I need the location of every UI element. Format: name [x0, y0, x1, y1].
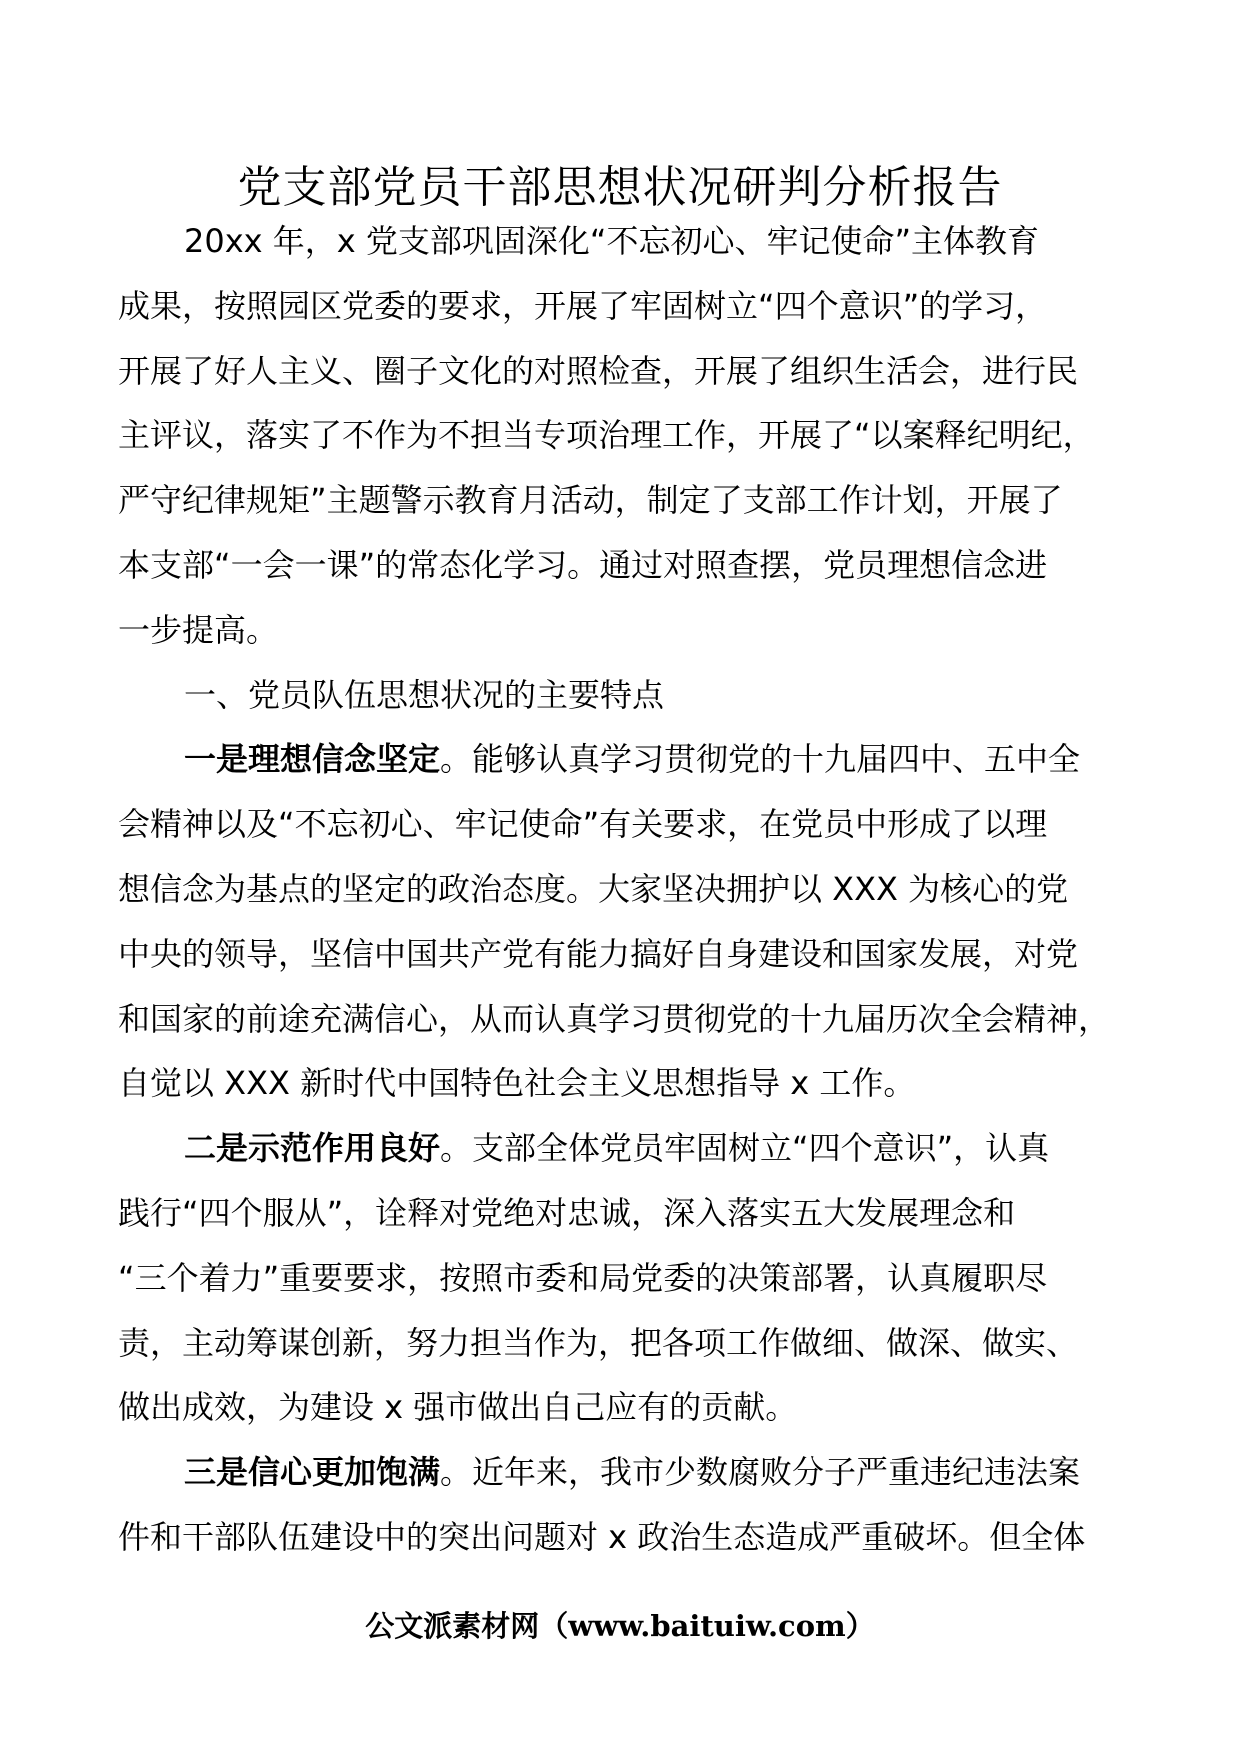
point-1-text: 。能够认真学习贯彻党的十九届四中、五中全 [440, 740, 1081, 779]
point-1-first-line [118, 727, 1118, 792]
document-body [118, 209, 1118, 1570]
intro-line: 严守纪律规矩”主题警示教育月活动，制定了支部工作计划，开展了 [118, 481, 1063, 520]
intro-line: 本支部“一会一课”的常态化学习。通过对照查摆，党员理想信念进 [118, 545, 1048, 584]
point-1-lead: 一是理想信念坚定 [184, 740, 441, 779]
document-title: 党支部党员干部思想状况研判分析报告 [237, 162, 1003, 213]
point-2-text: 。支部全体党员牢固树立“四个意识”，认真 [440, 1129, 1050, 1168]
point-2-line: 做出成效，为建设 x 强市做出自己应有的贡献。 [118, 1388, 798, 1427]
point-2-line: 责，主动筹谋创新，努力担当作为，把各项工作做细、做深、做实、 [118, 1323, 1079, 1362]
section-heading: 一、党员队伍思想状况的主要特点 [184, 675, 665, 714]
point-1-line: 会精神以及“不忘初心、牢记使命”有关要求，在党员中形成了以理 [118, 805, 1048, 844]
point-2-lead: 二是示范作用良好 [184, 1129, 441, 1168]
point-3-text: 。近年来，我市少数腐败分子严重违纪违法案 [440, 1453, 1081, 1492]
intro-line: 成果，按照园区党委的要求，开展了牢固树立“四个意识”的学习， [118, 286, 1048, 325]
point-1-line: 和国家的前途充满信心，从而认真学习贯彻党的十九届历次全会精神， [118, 999, 1111, 1038]
intro-line: 主评议，落实了不作为不担当专项治理工作，开展了“以案释纪明纪， [118, 416, 1095, 455]
footer-watermark: 公文派素材网（www.baituiw.com） [365, 1609, 875, 1643]
intro-line: 开展了好人主义、圈子文化的对照检查，开展了组织生活会，进行民 [118, 351, 1079, 390]
point-2-first-line [118, 1116, 1118, 1181]
point-3-lead: 三是信心更加饱满 [184, 1453, 441, 1492]
point-1-line: 想信念为基点的坚定的政治态度。大家坚决拥护以 XXX 为核心的党 [118, 869, 1069, 908]
point-1-line: 自觉以 XXX 新时代中国特色社会主义思想指导 x 工作。 [118, 1064, 916, 1103]
point-2-line: “三个着力”重要要求，按照市委和局党委的决策部署，认真履职尽 [118, 1258, 1048, 1297]
point-3-line: 件和干部队伍建设中的突出问题对 x 政治生态造成严重破坏。但全体 [118, 1517, 1086, 1556]
intro-line: 一步提高。 [118, 610, 279, 649]
point-2-line: 践行“四个服从”，诠释对党绝对忠诚，深入落实五大发展理念和 [118, 1193, 1016, 1232]
point-3-first-line [118, 1440, 1118, 1505]
point-1-line: 中央的领导，坚信中国共产党有能力搞好自身建设和国家发展，对党 [118, 934, 1079, 973]
intro-line: 20xx 年，x 党支部巩固深化“不忘初心、牢记使命”主体教育 [184, 222, 1040, 260]
